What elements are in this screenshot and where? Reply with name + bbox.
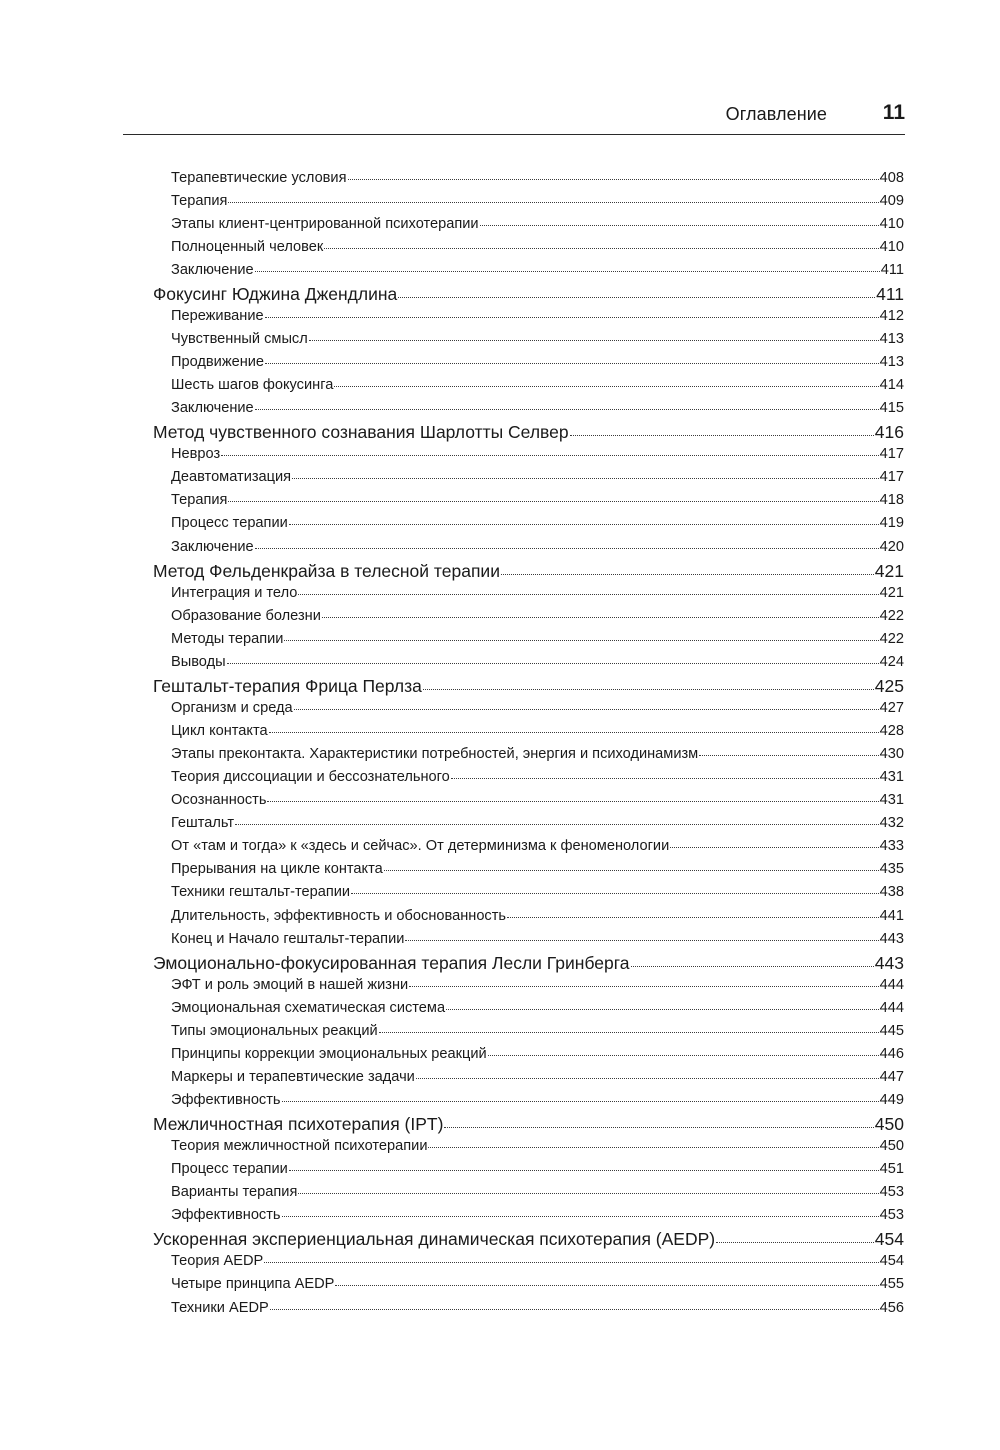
entry-page-number: 410 (879, 238, 904, 255)
entry-title: От «там и тогда» к «здесь и сейчас». От детерминизма к феноменологии (171, 838, 670, 855)
toc-section-entry (171, 259, 904, 282)
dot-leader (631, 951, 874, 969)
entry-title: Терапия (171, 492, 228, 509)
entry-title: Заключение (171, 538, 254, 555)
toc-chapter-entry (153, 1228, 904, 1251)
entry-page-number: 444 (879, 976, 904, 993)
toc-section-entry (171, 836, 904, 859)
entry-title: Этапы преконтакта. Характеристики потребностей, энергия и психодинамизм (171, 746, 699, 763)
entry-title: Продвижение (171, 354, 265, 371)
entry-title: Этапы клиент-центрированной психотерапии (171, 215, 479, 232)
entry-page-number: 422 (879, 630, 904, 647)
entry-title: Техники AEDP (171, 1299, 269, 1316)
toc-section-entry (171, 1274, 904, 1297)
entry-title: Типы эмоциональных реакций (171, 1022, 378, 1039)
entry-page-number: 454 (879, 1253, 904, 1270)
entry-title: Принципы коррекции эмоциональных реакций (171, 1045, 487, 1062)
toc-section-entry (171, 467, 904, 490)
dot-leader (670, 836, 878, 851)
entry-title: Варианты терапия (171, 1184, 298, 1201)
entry-page-number: 445 (879, 1022, 904, 1039)
entry-page-number: 432 (879, 815, 904, 832)
entry-page-number: 417 (879, 469, 904, 486)
toc-section-entry (171, 582, 904, 605)
dot-leader (264, 1251, 878, 1266)
entry-title: Теория межличностной психотерапии (171, 1138, 428, 1155)
entry-title: Заключение (171, 261, 254, 278)
entry-title: Методы терапии (171, 630, 284, 647)
entry-page-number: 450 (874, 1113, 904, 1134)
entry-title: Техники гештальт-терапии (171, 884, 351, 901)
toc-section-entry (171, 375, 904, 398)
toc-section-entry (171, 859, 904, 882)
entry-title: Выводы (171, 653, 226, 670)
entry-title: Интеграция и тело (171, 584, 298, 601)
entry-page-number: 409 (879, 192, 904, 209)
entry-page-number: 451 (879, 1161, 904, 1178)
dot-leader (335, 1274, 878, 1289)
running-header (123, 96, 905, 135)
dot-leader (282, 1089, 879, 1104)
toc-section-entry (171, 628, 904, 651)
toc-chapter-entry (153, 421, 904, 444)
entry-title: Маркеры и терапевтические задачи (171, 1068, 415, 1085)
dot-leader (451, 767, 879, 782)
entry-page-number: 413 (879, 354, 904, 371)
dot-leader (289, 1159, 879, 1174)
entry-page-number: 420 (879, 538, 904, 555)
entry-title: Невроз (171, 446, 221, 463)
toc-section-entry (171, 444, 904, 467)
toc-section-entry (171, 167, 904, 190)
entry-title: Длительность, эффективность и обоснованность (171, 907, 507, 924)
entry-title: Процесс терапии (171, 1161, 288, 1178)
entry-page-number: 427 (879, 699, 904, 716)
toc-section-entry (171, 536, 904, 559)
entry-page-number: 443 (879, 930, 904, 947)
entry-title: Конец и Начало гештальт-терапии (171, 930, 405, 947)
entry-title: Прерывания на цикле контакта (171, 861, 383, 878)
toc-section-entry (171, 605, 904, 628)
dot-leader (423, 674, 874, 692)
dot-leader (221, 444, 878, 459)
entry-page-number: 438 (879, 884, 904, 901)
entry-title: Эффективность (171, 1207, 281, 1224)
toc-section-entry (171, 1066, 904, 1089)
entry-page-number: 431 (879, 792, 904, 809)
entry-title: Терапевтические условия (171, 169, 347, 186)
toc-section-entry (171, 744, 904, 767)
toc-section-entry (171, 767, 904, 790)
toc-chapter-entry (153, 951, 904, 974)
entry-page-number: 410 (879, 215, 904, 232)
toc-section-entry (171, 236, 904, 259)
entry-page-number: 446 (879, 1045, 904, 1062)
dot-leader (235, 813, 879, 828)
toc-section-entry (171, 328, 904, 351)
entry-title: Чувственный смысл (171, 331, 308, 347)
dot-leader (294, 697, 879, 712)
entry-page-number: 422 (879, 607, 904, 624)
entry-title: Эмоциональная схематическая система (171, 999, 446, 1016)
entry-page-number: 433 (879, 838, 904, 855)
dot-leader (488, 1043, 879, 1058)
entry-title: Ускоренная экспериенциальная динамическая психотерапия (AEDP) (153, 1229, 716, 1250)
entry-page-number: 435 (879, 861, 904, 878)
dot-leader (228, 490, 878, 505)
dot-leader (265, 305, 879, 320)
entry-title: Метод Фельденкрайза в телесной терапии (153, 560, 500, 581)
entry-page-number: 421 (879, 584, 904, 601)
toc-section-entry (171, 490, 904, 513)
entry-title: Переживание (171, 307, 264, 324)
dot-leader (255, 259, 880, 274)
entry-page-number: 441 (879, 907, 904, 924)
entry-title: Организм и среда (171, 699, 293, 716)
entry-page-number: 418 (879, 492, 904, 509)
entry-title: Эффективность (171, 1091, 281, 1108)
entry-page-number: 453 (879, 1207, 904, 1224)
toc-chapter-entry (153, 674, 904, 697)
entry-title: Гештальт (171, 815, 235, 832)
toc-section-entry (171, 351, 904, 374)
dot-leader (501, 559, 874, 577)
dot-leader (269, 720, 879, 735)
dot-leader (324, 236, 878, 251)
entry-page-number: 428 (879, 723, 904, 740)
toc-section-entry (171, 1159, 904, 1182)
toc-chapter-entry (153, 1112, 904, 1135)
dot-leader (409, 974, 878, 989)
toc-section-entry (171, 813, 904, 836)
entry-page-number: 449 (879, 1091, 904, 1108)
toc-section-entry (171, 720, 904, 743)
toc-section-entry (171, 697, 904, 720)
toc-section-entry (171, 1020, 904, 1043)
dot-leader (270, 1297, 879, 1312)
dot-leader (480, 213, 879, 228)
entry-title: Четыре принципа AEDP (171, 1276, 335, 1293)
dot-leader (405, 928, 878, 943)
dot-leader (334, 375, 878, 390)
entry-page-number: 421 (874, 560, 904, 581)
entry-title: Деавтоматизация (171, 469, 292, 486)
toc-section-entry (171, 305, 904, 328)
entry-page-number: 408 (879, 169, 904, 186)
entry-title: ЭФТ и роль эмоций в нашей жизни (171, 976, 409, 993)
dot-leader (289, 513, 879, 528)
toc-section-entry (171, 974, 904, 997)
dot-leader (228, 190, 878, 205)
dot-leader (255, 398, 879, 413)
dot-leader (379, 1020, 879, 1035)
entry-page-number: 456 (879, 1299, 904, 1316)
entry-page-number: 455 (879, 1276, 904, 1293)
toc-section-entry (171, 905, 904, 928)
toc-section-entry (171, 398, 904, 421)
toc-section-entry (171, 190, 904, 213)
toc-section-entry (171, 1297, 904, 1320)
entry-title: Теория AEDP (171, 1253, 264, 1270)
toc-section-entry (171, 213, 904, 236)
dot-leader (298, 1182, 878, 1197)
dot-leader (227, 651, 879, 666)
entry-page-number: 450 (879, 1138, 904, 1155)
dot-leader (267, 790, 878, 805)
entry-title: Процесс терапии (171, 515, 288, 532)
entry-page-number: 425 (874, 675, 904, 696)
entry-title: Гештальт-терапия Фрица Перлза (153, 675, 422, 696)
entry-title: Полноценный человек (171, 238, 324, 255)
toc-section-entry (171, 513, 904, 536)
entry-page-number: 453 (879, 1184, 904, 1201)
entry-title: Осознанность (171, 792, 267, 809)
page-number: 11 (882, 101, 905, 124)
toc-section-entry (171, 997, 904, 1020)
entry-page-number: 444 (879, 999, 904, 1016)
dot-leader (298, 582, 878, 597)
entry-page-number: 454 (874, 1229, 904, 1250)
entry-page-number: 411 (880, 261, 904, 278)
dot-leader (416, 1066, 879, 1081)
entry-title: Межличностная психотерапия (IPT) (153, 1113, 444, 1134)
dot-leader (428, 1136, 878, 1151)
toc-section-entry (171, 651, 904, 674)
entry-title: Цикл контакта (171, 723, 268, 740)
entry-page-number: 415 (879, 400, 904, 417)
entry-title: Шесть шагов фокусинга (171, 377, 334, 394)
toc-section-entry (171, 1205, 904, 1228)
toc-section-entry (171, 1182, 904, 1205)
entry-page-number: 443 (874, 952, 904, 973)
entry-page-number: 416 (874, 422, 904, 443)
entry-page-number: 430 (879, 746, 904, 763)
dot-leader (398, 282, 875, 300)
entry-page-number: 417 (879, 446, 904, 463)
dot-leader (570, 421, 874, 439)
toc-section-entry (171, 928, 904, 951)
dot-leader (284, 628, 878, 643)
toc-chapter-entry (153, 559, 904, 582)
toc-chapter-entry (153, 282, 904, 305)
toc-section-entry (171, 1136, 904, 1159)
toc-section-entry (171, 1089, 904, 1112)
dot-leader (384, 859, 879, 874)
dot-leader (348, 167, 879, 182)
dot-leader (292, 467, 879, 482)
dot-leader (265, 351, 879, 366)
dot-leader (446, 997, 879, 1012)
entry-title: Заключение (171, 400, 254, 417)
entry-page-number: 414 (879, 377, 904, 394)
entry-page-number: 431 (879, 769, 904, 786)
dot-leader (282, 1205, 879, 1220)
toc-section-entry (171, 790, 904, 813)
entry-title: Эмоционально-фокусированная терапия Лесли Гринберга (153, 952, 630, 973)
entry-page-number: 412 (879, 307, 904, 324)
entry-title: Образование болезни (171, 607, 321, 624)
entry-page-number: 447 (879, 1068, 904, 1085)
dot-leader (351, 882, 879, 897)
dot-leader (255, 536, 879, 551)
entry-page-number: 424 (879, 653, 904, 670)
entry-title: Фокусинг Юджина Джендлина (153, 283, 398, 304)
toc-section-entry (171, 1043, 904, 1066)
toc-section-entry (171, 1251, 904, 1274)
dot-leader (444, 1112, 873, 1130)
entry-page-number: 419 (879, 515, 904, 532)
dot-leader (309, 328, 879, 343)
entry-title: Терапия (171, 192, 228, 209)
entry-page-number: 411 (876, 283, 904, 304)
toc-section-entry (171, 882, 904, 905)
dot-leader (699, 744, 878, 759)
dot-leader (322, 605, 879, 620)
dot-leader (716, 1228, 874, 1246)
entry-title: Теория диссоциации и бессознательного (171, 769, 450, 786)
running-header-title: Оглавление (725, 104, 827, 124)
entry-title: Метод чувственного сознавания Шарлотты Селвер (153, 422, 569, 443)
dot-leader (507, 905, 879, 920)
entry-page-number: 413 (879, 331, 904, 347)
